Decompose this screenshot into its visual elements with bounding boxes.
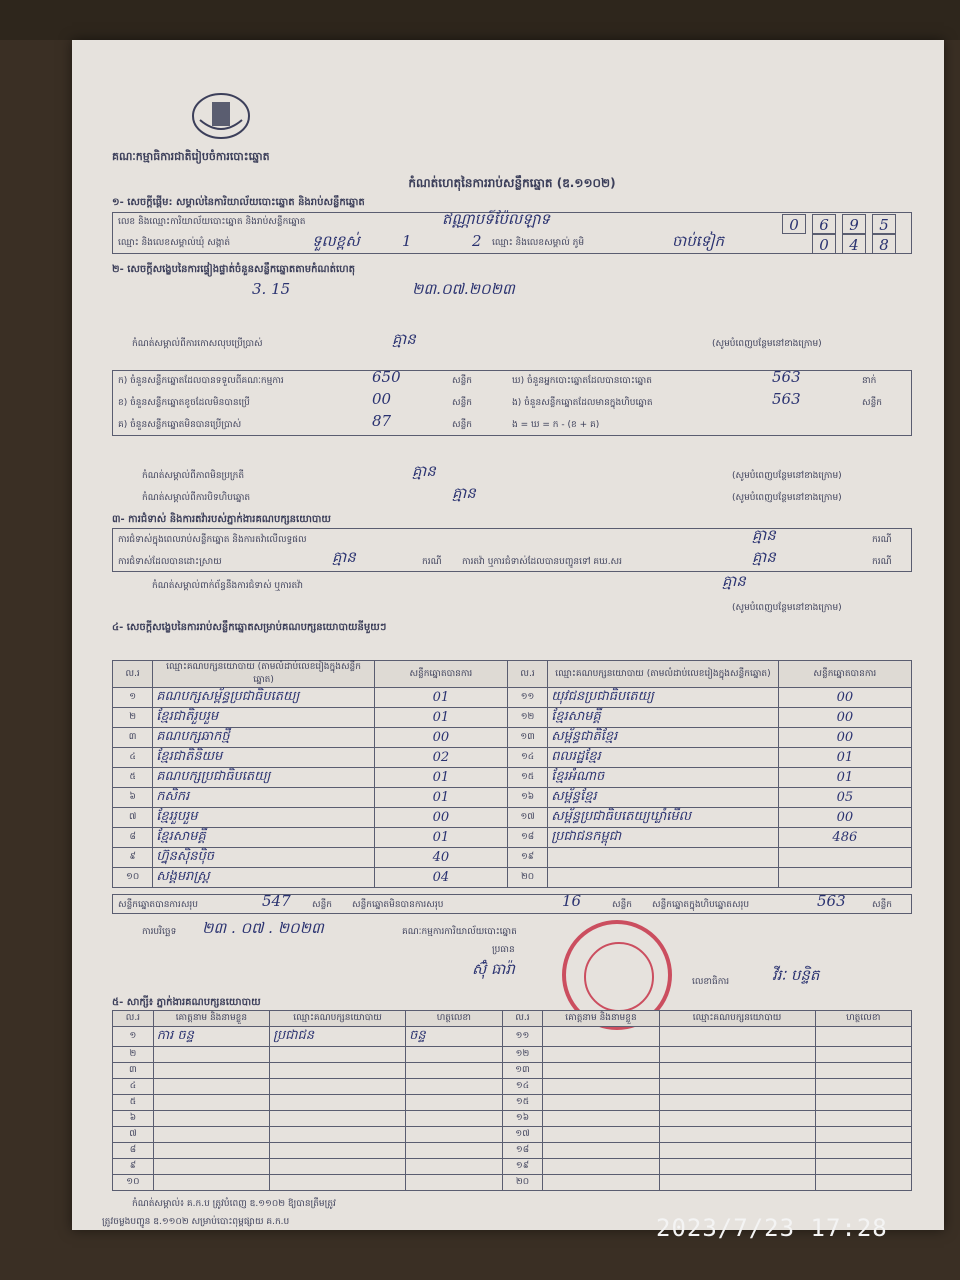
form-title: កំណត់ហេតុនៃការរាប់សន្លឹកឆ្នោត (ឌ.១១០២) [408, 176, 616, 190]
chair-label: ប្រធាន [492, 945, 515, 955]
office-code-digit: 0 [782, 214, 806, 234]
witness-party [659, 1027, 815, 1047]
count-time: 3. 15 [252, 280, 291, 298]
witness-party [659, 1111, 815, 1127]
witness-no: ១៤ [502, 1079, 543, 1095]
col-votes: សន្លឹកឆ្នោតបានការ [778, 661, 911, 688]
witness-no: ១៨ [502, 1143, 543, 1159]
committee-label: គណៈកម្មការការិយាល័យបោះឆ្នោត [402, 927, 517, 937]
party-name: គណបក្សប្រជាធិបតេយ្យ [153, 768, 375, 788]
witness-party [270, 1079, 406, 1095]
party-name: ប្រជាជនកម្ពុជា [548, 828, 778, 848]
witness-no: ៨ [113, 1143, 154, 1159]
count-e-unit: សន្លឹក [862, 398, 882, 408]
party-no: ១៧ [507, 808, 547, 828]
witness-name [153, 1047, 269, 1063]
witness-party [659, 1159, 815, 1175]
party-votes [778, 848, 911, 868]
extra1-hint: (សូមបំពេញបន្ថែមនៅខាងក្រោម) [732, 471, 842, 481]
count-c-label: គ) ចំនួនសន្លឹកឆ្នោតមិនបានប្រើប្រាស់ [118, 420, 242, 430]
invalid-total-unit: សន្លឹក [612, 900, 632, 910]
objection-row2b-value: គ្មាន [752, 548, 776, 566]
witness-no: ៣ [113, 1063, 154, 1079]
party-name: សម្ព័ន្ធប្រជាធិបតេយ្យឃ្លាំមើល [548, 808, 778, 828]
note-label: កំណត់សម្គាល់ពីការកោសលុបប្រើប្រាស់ [132, 339, 263, 349]
witness-signature [406, 1175, 502, 1191]
witness-no: ១៥ [502, 1095, 543, 1111]
party-no: ៥ [113, 768, 153, 788]
count-unit: សន្លឹក [452, 398, 472, 408]
witness-party [659, 1175, 815, 1191]
party-votes: 486 [778, 828, 911, 848]
party-no: ៨ [113, 828, 153, 848]
invalid-total-label: សន្លឹកឆ្នោតមិនបានការសរុប [352, 900, 444, 910]
witness-signature [406, 1079, 502, 1095]
count-e-label: ង) ចំនួនសន្លឹកឆ្នោតដែលមានក្នុងហិបឆ្នោត [512, 398, 653, 408]
col-no: ល.រ [113, 1011, 154, 1027]
commune-number-b: 2 [472, 232, 482, 250]
extra2-label: កំណត់សម្គាល់ពីការបិទហិបឆ្នោត [142, 493, 251, 503]
objection-row2-value: គ្មាន [332, 548, 356, 566]
party-no: ៣ [113, 728, 153, 748]
witness-signature [815, 1111, 912, 1127]
table-row [113, 728, 912, 748]
witness-no: ១៣ [502, 1063, 543, 1079]
party-votes: 01 [374, 768, 507, 788]
count-unit: សន្លឹក [452, 376, 472, 386]
party-no: ១៤ [507, 748, 547, 768]
note-value: គ្មាន [392, 330, 416, 348]
witness-signature [815, 1127, 912, 1143]
count-b-label: ខ) ចំនួនសន្លឹកឆ្នោតខូចដែលមិនបានប្រើ [118, 398, 250, 408]
section3-title: ៣- ការជំទាស់ និងការតវ៉ារបស់ភ្នាក់ងារគណបក្សនយោបាយ [112, 514, 331, 525]
witness-party [659, 1095, 815, 1111]
section2-title: ២- សេចក្តីសង្ខេបនៃការផ្ទៀងផ្ទាត់ចំនួនសន្លឹកឆ្នោតតាមកំណត់ហេតុ [112, 264, 356, 275]
party-votes: 01 [374, 708, 507, 728]
count-a-label: ក) ចំនួនសន្លឹកឆ្នោតដែលបានទទួលពីគណៈកម្មការ [118, 376, 284, 386]
party-name: ខ្មែរអំណាច [548, 768, 778, 788]
count-c-value: 87 [372, 412, 392, 430]
box-total-unit: សន្លឹក [872, 900, 892, 910]
table-row [113, 848, 912, 868]
witness-no: ១៦ [502, 1111, 543, 1127]
witness-no: ១៩ [502, 1159, 543, 1175]
witness-table [112, 1010, 912, 1191]
witness-no: ៩ [113, 1159, 154, 1175]
party-no: ៩ [113, 848, 153, 868]
witness-no: ៧ [113, 1127, 154, 1143]
witness-name [543, 1095, 659, 1111]
witness-no: ៥ [113, 1095, 154, 1111]
witness-signature [815, 1063, 912, 1079]
objection-row3-label: កំណត់សម្គាល់ពាក់ព័ន្ធនឹងការជំទាស់ ឬការតវ៉ា [152, 581, 303, 591]
party-votes: 00 [778, 808, 911, 828]
village-label: ឈ្មោះ និងលេខសម្គាល់ ភូមិ [492, 238, 585, 248]
party-no: ៧ [113, 808, 153, 828]
witness-party [270, 1175, 406, 1191]
photo-background-top [0, 0, 960, 40]
col-party: ឈ្មោះគណបក្សនយោបាយ (តាមលំដាប់លេខរៀងក្នុងសន្លឹកឆ្នោត) [153, 661, 375, 688]
party-name: ពលរដ្ឋខ្មែរ [548, 748, 778, 768]
witness-no: ២ [113, 1047, 154, 1063]
party-name: ហ្វ៊ុនស៊ិនប៉ិច [153, 848, 375, 868]
party-no: ១៥ [507, 768, 547, 788]
witness-no: ១០ [113, 1175, 154, 1191]
party-name: សម្ព័ន្ធខ្មែរ [548, 788, 778, 808]
objection-row1-value: គ្មាន [752, 526, 776, 544]
witness-party: ប្រជាជន [270, 1027, 406, 1047]
party-no: ៦ [113, 788, 153, 808]
chair-signature: ស៊ុំ ធារ៉ា [472, 960, 515, 978]
party-name: ខ្មែរសាមគ្គី [153, 828, 375, 848]
party-votes: 00 [374, 728, 507, 748]
witness-party [270, 1127, 406, 1143]
village-code-digit: 8 [872, 234, 896, 254]
party-votes: 00 [374, 808, 507, 828]
note-hint: (សូមបំពេញបន្ថែមនៅខាងក្រោម) [712, 339, 822, 349]
table-row [113, 808, 912, 828]
table-row [113, 1027, 912, 1047]
election-form-paper [72, 40, 944, 1230]
count-d-unit: នាក់ [862, 376, 877, 386]
objection-row3-value: គ្មាន [722, 572, 746, 590]
table-row [113, 1127, 912, 1143]
table-row [113, 688, 912, 708]
office-code-digit: 5 [872, 214, 896, 234]
witness-no: ៦ [113, 1111, 154, 1127]
witness-party [270, 1111, 406, 1127]
table-row [113, 748, 912, 768]
objection-unit: ករណី [872, 535, 892, 545]
party-votes: 00 [778, 728, 911, 748]
witness-name [543, 1027, 659, 1047]
witness-signature [406, 1159, 502, 1175]
footer-note-1: កំណត់សម្គាល់៖ គ.ក.ប ត្រូវបំពេញ ឌ.១១០២ ឱ្យបានត្រឹមត្រូវ [132, 1199, 336, 1209]
party-no: ២០ [507, 868, 547, 888]
party-no: ១១ [507, 688, 547, 708]
party-no: ១០ [113, 868, 153, 888]
col-sign: ហត្ថលេខា [815, 1011, 912, 1027]
party-no: ១៩ [507, 848, 547, 868]
col-name: គោត្តនាម និងនាមខ្លួន [153, 1011, 269, 1027]
witness-name [543, 1143, 659, 1159]
witness-party [270, 1095, 406, 1111]
section1-row2-label: ឈ្មោះ និងលេខសម្គាល់ឃុំ សង្កាត់ [118, 238, 231, 248]
col-sign: ហត្ថលេខា [406, 1011, 502, 1027]
totals-box [112, 894, 912, 914]
invalid-total: 16 [562, 892, 582, 910]
witness-name [153, 1063, 269, 1079]
section1-row1-label: លេខ និងឈ្មោះការិយាល័យបោះឆ្នោត និងរាប់សន្លឹកឆ្នោត [118, 217, 306, 227]
witness-no: ១៧ [502, 1127, 543, 1143]
witness-signature [815, 1095, 912, 1111]
col-party: ឈ្មោះគណបក្សនយោបាយ (តាមលំដាប់លេខរៀងក្នុងសន្លឹកឆ្នោត) [548, 661, 778, 688]
table-row [113, 1079, 912, 1095]
party-votes: 05 [778, 788, 911, 808]
witness-party [659, 1143, 815, 1159]
village-code-digit: 0 [812, 234, 836, 254]
section1-title: ១- សេចក្តីផ្តើម: សម្គាល់នៃការិយាល័យបោះឆ្នោត និងរាប់សន្លឹកឆ្នោត [112, 197, 365, 208]
section4-title: ៤- សេចក្តីសង្ខេបនៃការរាប់សន្លឹកឆ្នោតសម្រាប់គណបក្សនយោបាយនីមួយៗ [112, 622, 387, 633]
valid-total-label: សន្លឹកឆ្នោតបានការសរុប [118, 900, 198, 910]
witness-no: ២០ [502, 1175, 543, 1191]
table-row [113, 1159, 912, 1175]
witness-party [270, 1159, 406, 1175]
witness-name [153, 1095, 269, 1111]
photo-timestamp: 2023/7/23 17:28 [656, 1214, 888, 1242]
col-party: ឈ្មោះគណបក្សនយោបាយ [270, 1011, 406, 1027]
nec-emblem-icon [190, 90, 252, 142]
objection-row2b-label: ការតវ៉ា ឬការជំទាស់ដែលបានបញ្ជូនទៅ គឃ.សរ [462, 557, 622, 567]
count-date-label: ការបរិច្ឆេទ [142, 927, 177, 937]
witness-name [153, 1111, 269, 1127]
table-row [113, 1063, 912, 1079]
count-unit: សន្លឹក [452, 420, 472, 430]
commune-name: ទួលខ្ពស់ [312, 232, 360, 250]
witness-signature [406, 1127, 502, 1143]
party-name: គណបក្សឆាកថ្មី [153, 728, 375, 748]
witness-signature [406, 1063, 502, 1079]
table-row [113, 1095, 912, 1111]
col-no: ល.រ [507, 661, 547, 688]
box-total: 563 [817, 892, 846, 910]
witness-no: ១១ [502, 1027, 543, 1047]
witness-party [270, 1047, 406, 1063]
table-row [113, 788, 912, 808]
party-no: ១ [113, 688, 153, 708]
count-b-value: 00 [372, 390, 392, 408]
village-code-digit: 4 [842, 234, 866, 254]
witness-signature [815, 1175, 912, 1191]
party-votes: 40 [374, 848, 507, 868]
party-votes [778, 868, 911, 888]
witness-party [659, 1047, 815, 1063]
party-name: ខ្មែររួបរួម [153, 808, 375, 828]
col-no: ល.រ [113, 661, 153, 688]
col-votes: សន្លឹកឆ្នោតបានការ [374, 661, 507, 688]
witness-party [659, 1079, 815, 1095]
party-no: ៤ [113, 748, 153, 768]
witness-name [543, 1127, 659, 1143]
party-votes: 01 [374, 788, 507, 808]
footer-note-2: ត្រូវចម្លងបញ្ជូន ឌ.១១០២ សម្រាប់បោះពុម្ពផ្សាយ គ.ក.ប [102, 1217, 290, 1227]
party-votes: 01 [374, 828, 507, 848]
witness-name [153, 1175, 269, 1191]
witness-no: ១ [113, 1027, 154, 1047]
count-formula: ង = ឃ = ក - (ខ + គ) [512, 420, 600, 430]
witness-name [153, 1079, 269, 1095]
office-name: ឥណ្ណាបទ៍ប៉ែលឡាទ [442, 210, 551, 228]
count-d-value: 563 [772, 368, 801, 386]
party-name: សម្ព័ន្ធជាតិខ្មែរ [548, 728, 778, 748]
witness-name [153, 1159, 269, 1175]
party-votes: 00 [778, 708, 911, 728]
witness-signature [815, 1047, 912, 1063]
table-row [113, 1047, 912, 1063]
secretary-signature: វីរៈ បន្ទិត [772, 966, 820, 984]
party-no: ២ [113, 708, 153, 728]
table-row [113, 1175, 912, 1191]
witness-signature [406, 1111, 502, 1127]
party-no: ១២ [507, 708, 547, 728]
witness-no: ៤ [113, 1079, 154, 1095]
section5-title: ៥- សាក្សី៖ ភ្នាក់ងារគណបក្សនយោបាយ [112, 997, 261, 1008]
witness-no: ១២ [502, 1047, 543, 1063]
count-a-value: 650 [372, 368, 401, 386]
witness-name [543, 1111, 659, 1127]
witness-signature [815, 1143, 912, 1159]
table-row [113, 1143, 912, 1159]
village-name: ចាប់ទៀក [672, 232, 725, 250]
party-name [548, 848, 778, 868]
witness-name [543, 1047, 659, 1063]
objection-unit: ករណី [422, 557, 442, 567]
party-votes: 02 [374, 748, 507, 768]
witness-party [659, 1063, 815, 1079]
party-name [548, 868, 778, 888]
valid-total: 547 [262, 892, 291, 910]
witness-name [153, 1143, 269, 1159]
witness-name [543, 1079, 659, 1095]
party-no: ១៨ [507, 828, 547, 848]
table-row [113, 868, 912, 888]
witness-party [659, 1127, 815, 1143]
party-votes: 00 [778, 688, 911, 708]
witness-signature [406, 1047, 502, 1063]
party-name: ខ្មែរជាតិនិយម [153, 748, 375, 768]
party-name: កសិករ [153, 788, 375, 808]
box-total-label: សន្លឹកឆ្នោតក្នុងហិបឆ្នោតសរុប [652, 900, 750, 910]
party-name: យុវជនប្រជាធិបតេយ្យ [548, 688, 778, 708]
count-date-value: ២៣ . ០៧ . ២០២៣ [202, 919, 324, 937]
extra2-hint: (សូមបំពេញបន្ថែមនៅខាងក្រោម) [732, 493, 842, 503]
office-code-digit: 6 [812, 214, 836, 234]
witness-name [543, 1159, 659, 1175]
objection-row1-label: ការជំទាស់ក្នុងពេលរាប់សន្លឹកឆ្នោត និងការតវ៉ាលើលទ្ធផល [118, 535, 307, 545]
count-d-label: ឃ) ចំនួនអ្នកបោះឆ្នោតដែលបានបោះឆ្នោត [512, 376, 652, 386]
extra2-value: គ្មាន [452, 484, 476, 502]
table-row [113, 1111, 912, 1127]
party-name: គណបក្សសម្ព័ន្ធប្រជាធិបតេយ្យ [153, 688, 375, 708]
objection-hint: (សូមបំពេញបន្ថែមនៅខាងក្រោម) [732, 603, 842, 613]
witness-name [543, 1175, 659, 1191]
secretary-label: លេខាធិការ [692, 977, 730, 987]
party-votes-table [112, 660, 912, 888]
party-name: ខ្មែរជាតិរួបរួម [153, 708, 375, 728]
party-name: សង្គមរាស្ត្រ [153, 868, 375, 888]
agency-name: គណៈកម្មាធិការជាតិរៀបចំការបោះឆ្នោត [112, 150, 270, 163]
table-row [113, 768, 912, 788]
witness-party [270, 1063, 406, 1079]
table-row [113, 828, 912, 848]
valid-total-unit: សន្លឹក [312, 900, 332, 910]
witness-signature [406, 1143, 502, 1159]
party-votes: 04 [374, 868, 507, 888]
table-row [113, 708, 912, 728]
party-name: ខ្មែរសាមគ្គី [548, 708, 778, 728]
commune-number-a: 1 [402, 232, 412, 250]
extra1-value: គ្មាន [412, 462, 436, 480]
party-votes: 01 [778, 768, 911, 788]
witness-signature [815, 1079, 912, 1095]
party-votes: 01 [374, 688, 507, 708]
col-party: ឈ្មោះគណបក្សនយោបាយ [659, 1011, 815, 1027]
party-no: ១៦ [507, 788, 547, 808]
witness-signature [406, 1095, 502, 1111]
col-no: ល.រ [502, 1011, 543, 1027]
witness-signature [815, 1027, 912, 1047]
witness-name: ការ ចន្ទ [153, 1027, 269, 1047]
witness-name [153, 1127, 269, 1143]
count-date: ២៣.០៧.២០២៣ [412, 280, 515, 298]
witness-party [270, 1143, 406, 1159]
party-votes: 01 [778, 748, 911, 768]
count-e-value: 563 [772, 390, 801, 408]
witness-signature [815, 1159, 912, 1175]
witness-name [543, 1063, 659, 1079]
col-name: គោត្តនាម និងនាមខ្លួន [543, 1011, 659, 1027]
party-no: ១៣ [507, 728, 547, 748]
office-code-digit: 9 [842, 214, 866, 234]
witness-signature: ចន្ទ [406, 1027, 502, 1047]
extra1-label: កំណត់សម្គាល់ពីភាពមិនប្រក្រតី [142, 471, 245, 481]
objection-unit: ករណី [872, 557, 892, 567]
objection-row2-label: ការជំទាស់ដែលបានដោះស្រាយ [118, 557, 222, 567]
